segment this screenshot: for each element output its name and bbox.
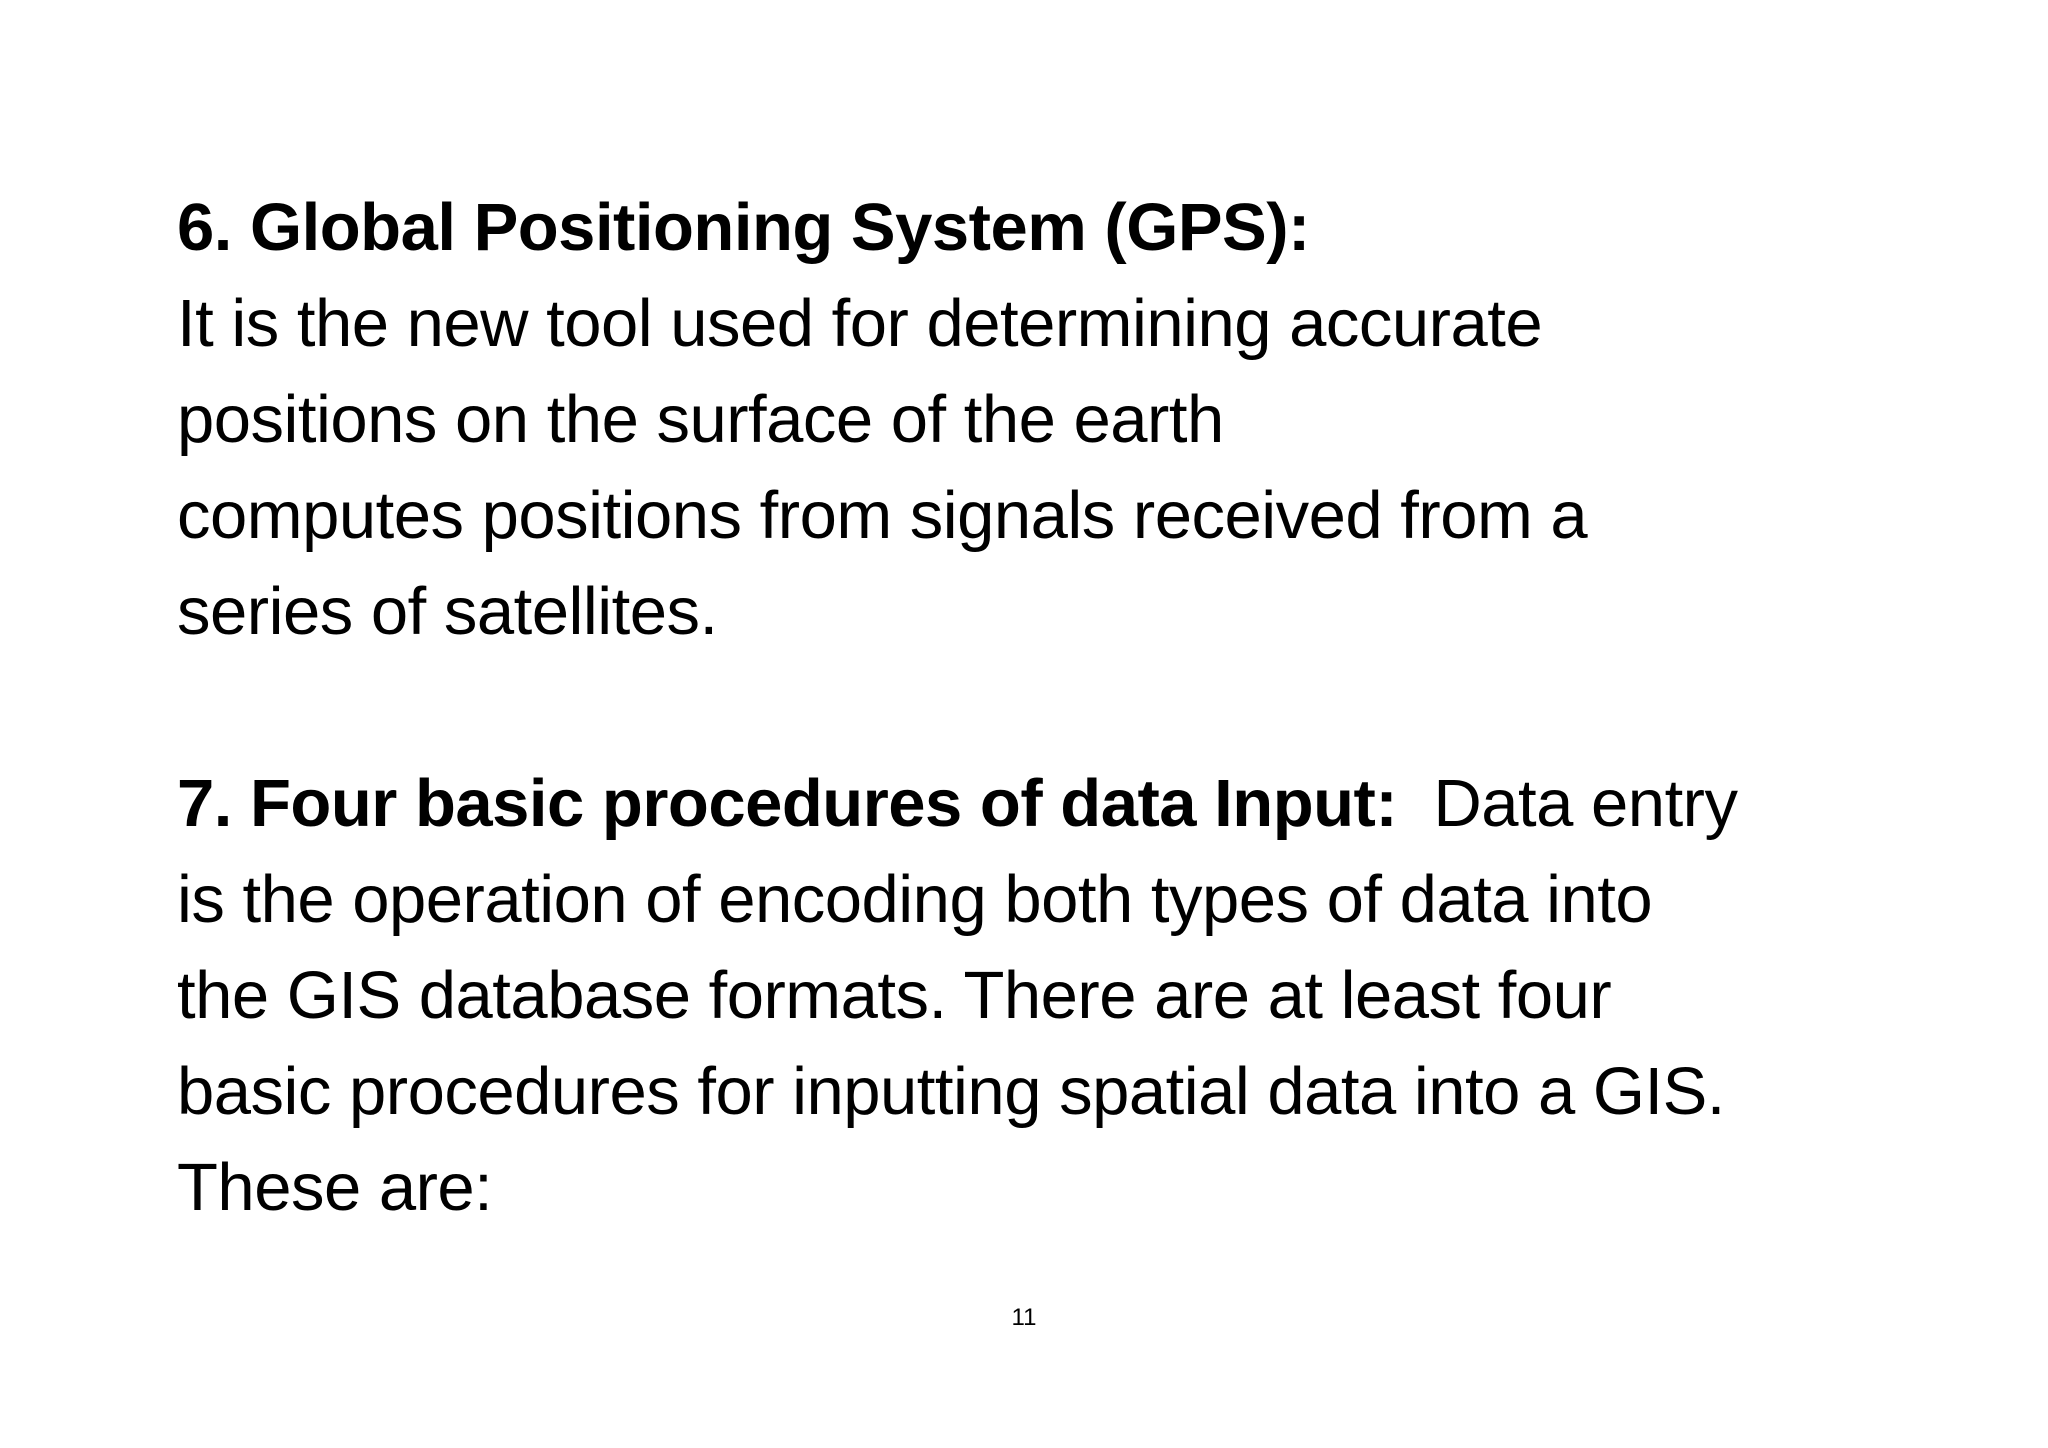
section-7-heading: 7. Four basic procedures of data Input:: [177, 766, 1398, 841]
section-6-line-1: It is the new tool used for determining accurate: [177, 286, 1543, 361]
section-7-line-2: the GIS database formats. There are at least four: [177, 958, 1612, 1033]
section-7-line-4: These are:: [177, 1150, 493, 1225]
section-7-line-1: is the operation of encoding both types of data into: [177, 862, 1653, 937]
section-6-line-2: positions on the surface of the earth: [177, 382, 1224, 457]
paragraph-gap: [177, 660, 1897, 756]
section-6-line-3: computes positions from signals received from a: [177, 478, 1588, 553]
section-6-heading: 6. Global Positioning System (GPS):: [177, 190, 1310, 265]
page-content: [177, 180, 1897, 1236]
section-6-line-4: series of satellites.: [177, 574, 718, 649]
section-7-line-3: basic procedures for inputting spatial data into a GIS.: [177, 1054, 1725, 1129]
section-7-heading-tail: Data entry: [1397, 766, 1738, 841]
section-7-first-line: [177, 756, 1897, 852]
page-number: 11: [1011, 1304, 1037, 1331]
